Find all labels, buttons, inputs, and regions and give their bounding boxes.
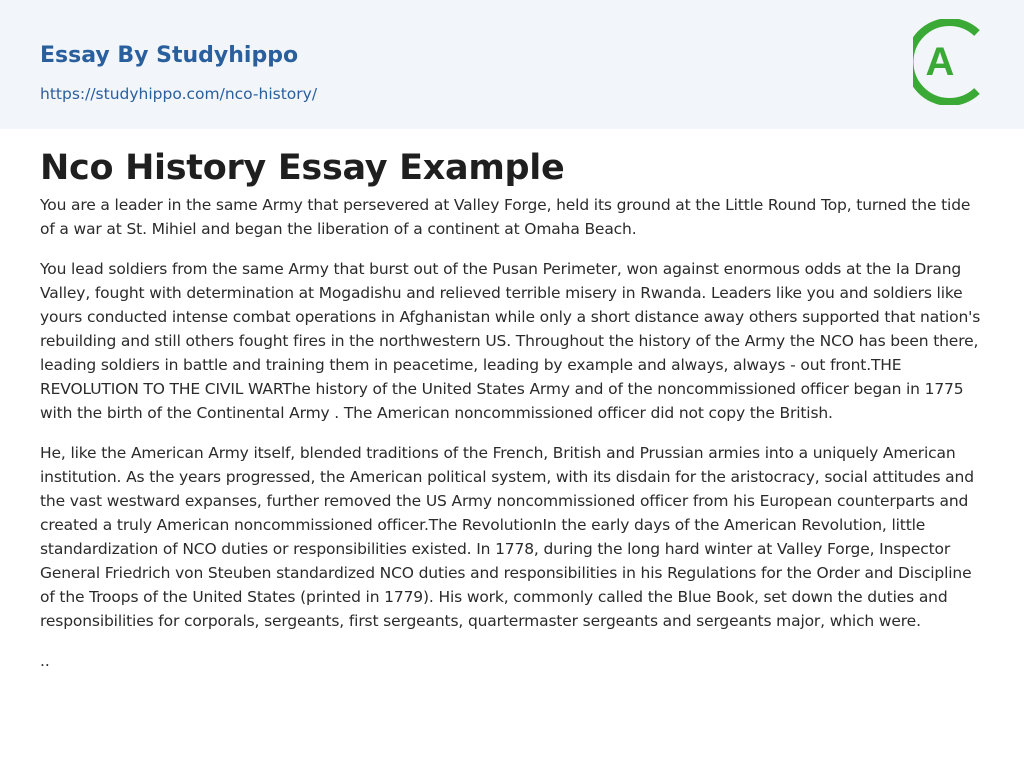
article-content — [0, 129, 1024, 673]
essay-url-link[interactable]: https://studyhippo.com/nco-history/ — [40, 85, 318, 103]
studyhippo-logo-icon[interactable] — [913, 19, 985, 105]
site-header — [0, 0, 1024, 129]
logo-letter: A — [925, 40, 955, 84]
paragraph-2: You lead soldiers from the same Army that burst out of the Pusan Perimeter, won against enormous odds at the Ia Drang Valley, fought with determination at Mogadishu and relieved terrible misery in Rwanda. Leaders like you and soldiers like yours conducted intense combat operations in Afghanistan while only a short distance away others supported that nation's rebuilding and still others fought fires in the northwestern US. Throughout the history of the Army the NCO has been there, leading soldiers in battle and training them in peacetime, leading by example and always, always - out front.THE REVOLUTION TO THE CIVIL WARThe history of the United States Army and of the noncommissioned officer began in 1775 with the birth of the Continental Army . The American noncommissioned officer did not copy the British. — [40, 260, 981, 422]
site-brand[interactable]: Essay By Studyhippo — [40, 43, 299, 68]
page-title: Nco History Essay Example — [40, 148, 565, 188]
continuation-ellipsis: .. — [40, 652, 50, 670]
paragraph-3: He, like the American Army itself, blended traditions of the French, British and Prussian armies into a uniquely American institution. As the years progressed, the American political system, with its disdain for the aristocracy, social attitudes and the vast westward expanses, further removed the US Army noncommissioned officer from his European counterparts and created a truly American noncommissioned officer.The RevolutionIn the early days of the American Revolution, little standardization of NCO duties or responsibilities existed. In 1778, during the long hard winter at Valley Forge, Inspector General Friedrich von Steuben standardized NCO duties and responsibilities in his Regulations for the Order and Discipline of the Troops of the United States (printed in 1779). His work, commonly called the Blue Book, set down the duties and responsibilities for corporals, sergeants, first sergeants, quartermaster sergeants and sergeants major, which were. — [40, 444, 974, 630]
paragraph-1: You are a leader in the same Army that persevered at Valley Forge, held its ground at the Little Round Top, turned the tide of a war at St. Mihiel and began the liberation of a continent at Omaha Beach. — [40, 196, 971, 238]
